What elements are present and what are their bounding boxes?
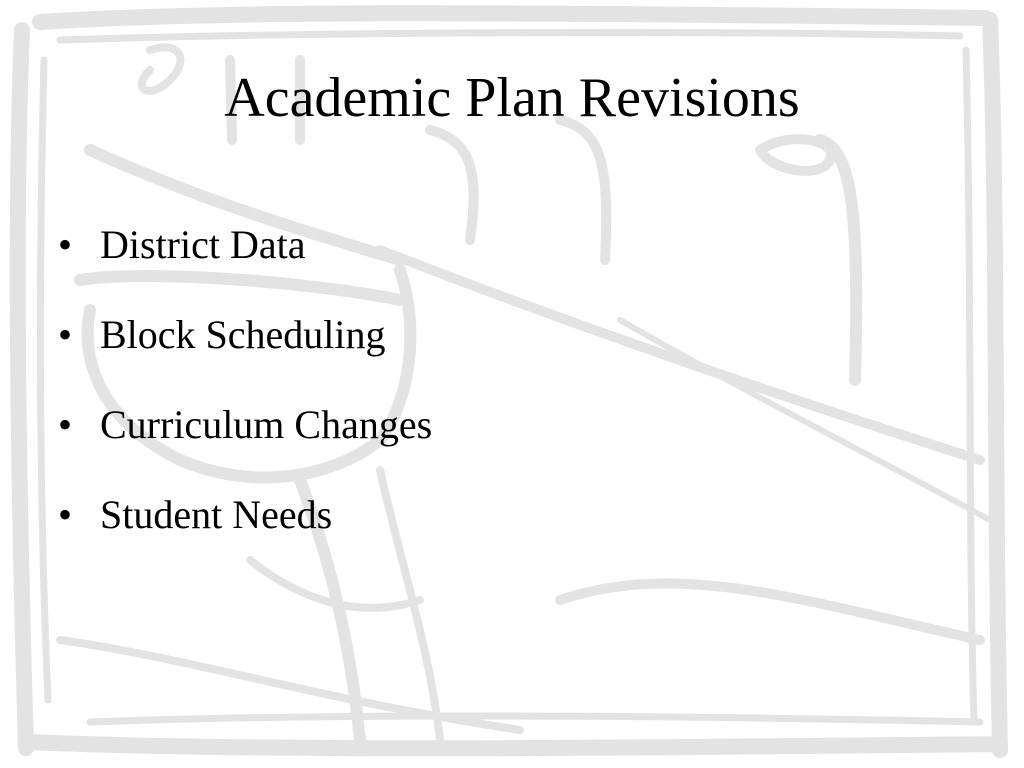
bullet-marker: •	[58, 402, 73, 447]
bullet-text: Curriculum Changes	[100, 402, 433, 447]
bullet-marker: •	[58, 312, 73, 357]
bullet-item-curriculum-changes	[58, 398, 432, 488]
bullet-item-district-data	[58, 218, 432, 308]
bullet-item-student-needs	[58, 488, 432, 578]
bullet-text: Block Scheduling	[100, 312, 386, 357]
bullet-item-block-scheduling	[58, 308, 432, 398]
bullet-marker: •	[58, 222, 73, 267]
slide-title: Academic Plan Revisions	[224, 67, 800, 129]
bullet-list	[58, 218, 432, 578]
bullet-marker: •	[58, 492, 73, 537]
bullet-text: District Data	[100, 222, 306, 267]
bullet-text: Student Needs	[100, 492, 333, 537]
